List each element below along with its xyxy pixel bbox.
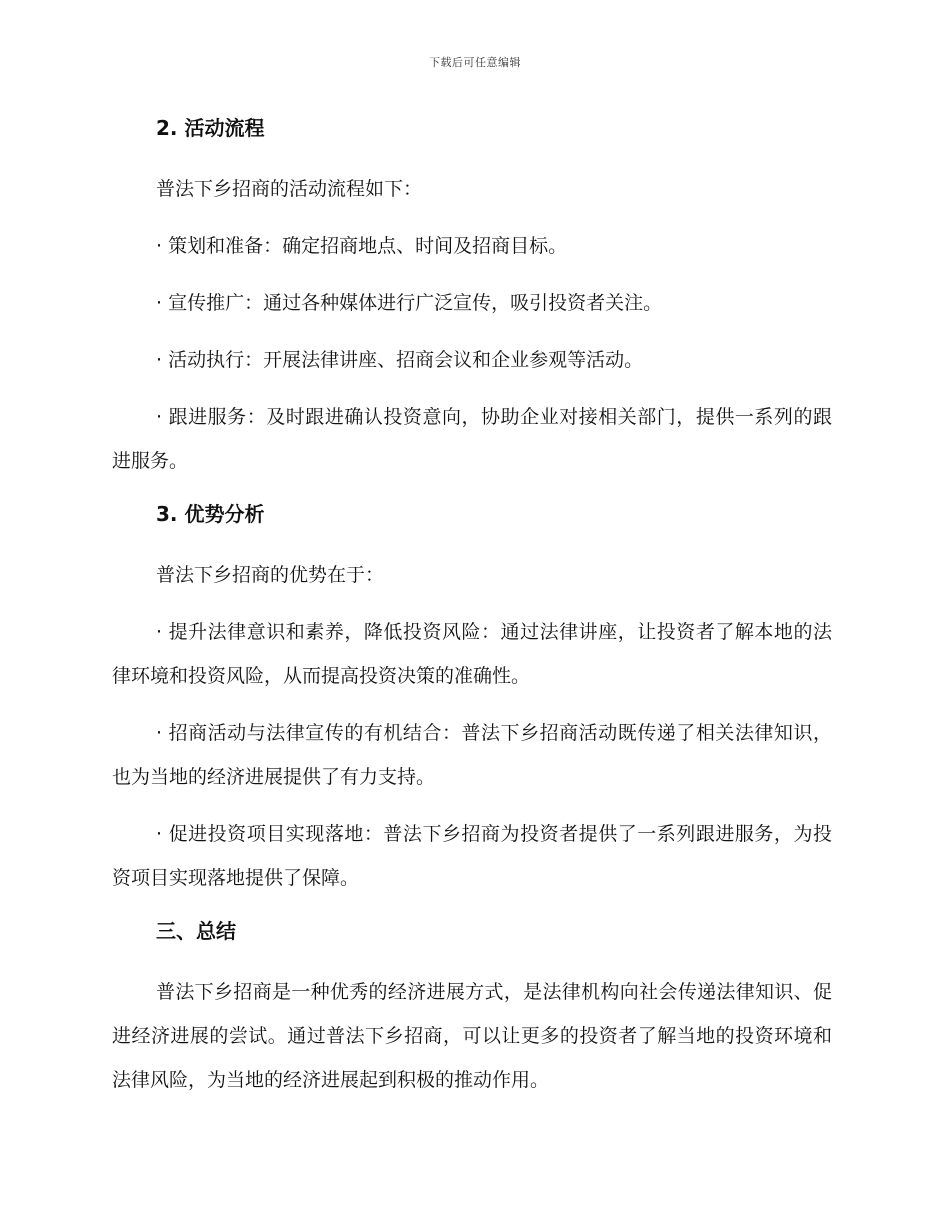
document-body	[112, 110, 832, 1115]
activity-flow-item: · 策划和准备：确定招商地点、时间及招商目标。	[156, 235, 568, 257]
activity-flow-item: · 宣传推广：通过各种媒体进行广泛宣传，吸引投资者关注。	[156, 292, 663, 314]
section-heading-activity-flow: 2. 活动流程	[156, 116, 265, 140]
activity-flow-item: · 跟进服务：及时跟进确认投资意向，协助企业对接相关部门，提供一系列的跟进服务。	[112, 406, 832, 472]
advantages-item: · 促进投资项目实现落地：普法下乡招商为投资者提供了一系列跟进服务，为投资项目实现落地提供了保障。	[112, 823, 832, 889]
advantages-intro: 普法下乡招商的优势在于：	[156, 564, 385, 586]
summary-paragraph: 普法下乡招商是一种优秀的经济进展方式，是法律机构向社会传递法律知识、促进经济进展的尝试。通过普法下乡招商，可以让更多的投资者了解当地的投资环境和法律风险，为当地的经济进展起到积极的推动作用。	[112, 981, 832, 1091]
advantages-item: · 提升法律意识和素养，降低投资风险：通过法律讲座，让投资者了解本地的法律环境和投资风险，从而提高投资决策的准确性。	[112, 621, 832, 687]
activity-flow-intro: 普法下乡招商的活动流程如下：	[156, 178, 423, 200]
page-header-note: 下载后可任意编辑	[429, 56, 521, 69]
section-heading-summary: 三、总结	[156, 919, 236, 943]
activity-flow-item: · 活动执行：开展法律讲座、招商会议和企业参观等活动。	[156, 349, 644, 371]
advantages-item: · 招商活动与法律宣传的有机结合：普法下乡招商活动既传递了相关法律知识，也为当地的经济进展提供了有力支持。	[112, 722, 832, 788]
section-heading-advantages: 3. 优势分析	[156, 502, 265, 526]
